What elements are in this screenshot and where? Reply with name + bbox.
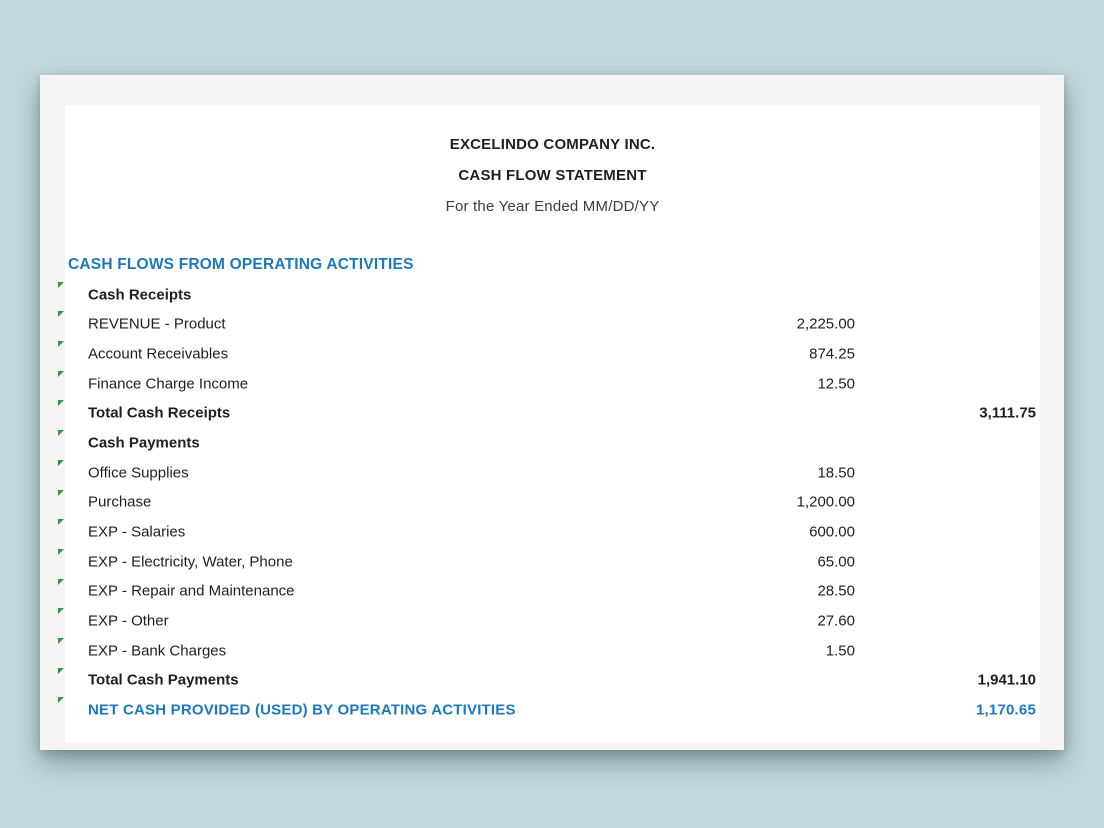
statement-rows	[65, 250, 1040, 725]
statement-row	[65, 428, 1040, 458]
company-name: EXCELINDO COMPANY INC.	[449, 136, 656, 153]
statement-period: For the Year Ended MM/DD/YY	[445, 198, 660, 215]
row-amount: 1,200.00	[796, 493, 855, 511]
row-label: EXP - Other	[88, 612, 169, 630]
row-label: Office Supplies	[88, 464, 189, 482]
row-amount: 12.50	[817, 375, 855, 393]
row-total: 1,941.10	[977, 671, 1036, 689]
statement-row	[65, 488, 1040, 518]
row-amount: 2,225.00	[796, 315, 855, 333]
row-label: EXP - Repair and Maintenance	[88, 582, 295, 600]
statement-row	[65, 666, 1040, 696]
row-label: Purchase	[88, 493, 152, 511]
row-amount: 28.50	[817, 582, 855, 600]
statement-row	[65, 577, 1040, 607]
row-amount: 65.00	[817, 553, 855, 571]
document-page-card	[40, 75, 1064, 750]
cell-flag-icon	[58, 697, 64, 703]
cell-flag-icon	[58, 282, 64, 288]
statement-sheet	[65, 105, 1040, 743]
row-label: Account Receivables	[88, 345, 229, 363]
row-label: Cash Receipts	[88, 286, 192, 304]
statement-row	[65, 339, 1040, 369]
row-total: 1,170.65	[976, 701, 1036, 719]
cell-flag-icon	[58, 311, 64, 317]
statement-row	[65, 280, 1040, 310]
statement-row	[65, 250, 1040, 280]
row-label: CASH FLOWS FROM OPERATING ACTIVITIES	[68, 255, 414, 273]
row-amount: 27.60	[817, 612, 855, 630]
statement-row	[65, 309, 1040, 339]
cell-flag-icon	[58, 549, 64, 555]
row-label: Total Cash Payments	[88, 671, 239, 689]
statement-title: CASH FLOW STATEMENT	[458, 167, 647, 184]
cell-flag-icon	[58, 430, 64, 436]
cell-flag-icon	[58, 608, 64, 614]
row-amount: 874.25	[809, 345, 855, 363]
statement-row	[65, 695, 1040, 725]
statement-row	[65, 458, 1040, 488]
row-amount: 1.50	[825, 642, 855, 660]
row-label: NET CASH PROVIDED (USED) BY OPERATING ACTIVITIES	[88, 701, 516, 719]
statement-row	[65, 398, 1040, 428]
row-label: EXP - Salaries	[88, 523, 186, 541]
cell-flag-icon	[58, 371, 64, 377]
row-label: EXP - Electricity, Water, Phone	[88, 553, 293, 571]
cell-flag-icon	[58, 519, 64, 525]
cell-flag-icon	[58, 400, 64, 406]
row-label: Total Cash Receipts	[88, 404, 231, 422]
cell-flag-icon	[58, 460, 64, 466]
row-amount: 600.00	[809, 523, 855, 541]
row-label: Finance Charge Income	[88, 375, 249, 393]
statement-row	[65, 369, 1040, 399]
row-amount: 18.50	[817, 464, 855, 482]
row-label: Cash Payments	[88, 434, 200, 452]
cell-flag-icon	[58, 490, 64, 496]
statement-row	[65, 547, 1040, 577]
row-label: REVENUE - Product	[88, 315, 226, 333]
statement-row	[65, 517, 1040, 547]
statement-row	[65, 636, 1040, 666]
row-total: 3,111.75	[979, 404, 1036, 422]
row-label: EXP - Bank Charges	[88, 642, 227, 660]
cell-flag-icon	[58, 668, 64, 674]
cell-flag-icon	[58, 638, 64, 644]
cell-flag-icon	[58, 341, 64, 347]
cell-flag-icon	[58, 579, 64, 585]
statement-row	[65, 606, 1040, 636]
